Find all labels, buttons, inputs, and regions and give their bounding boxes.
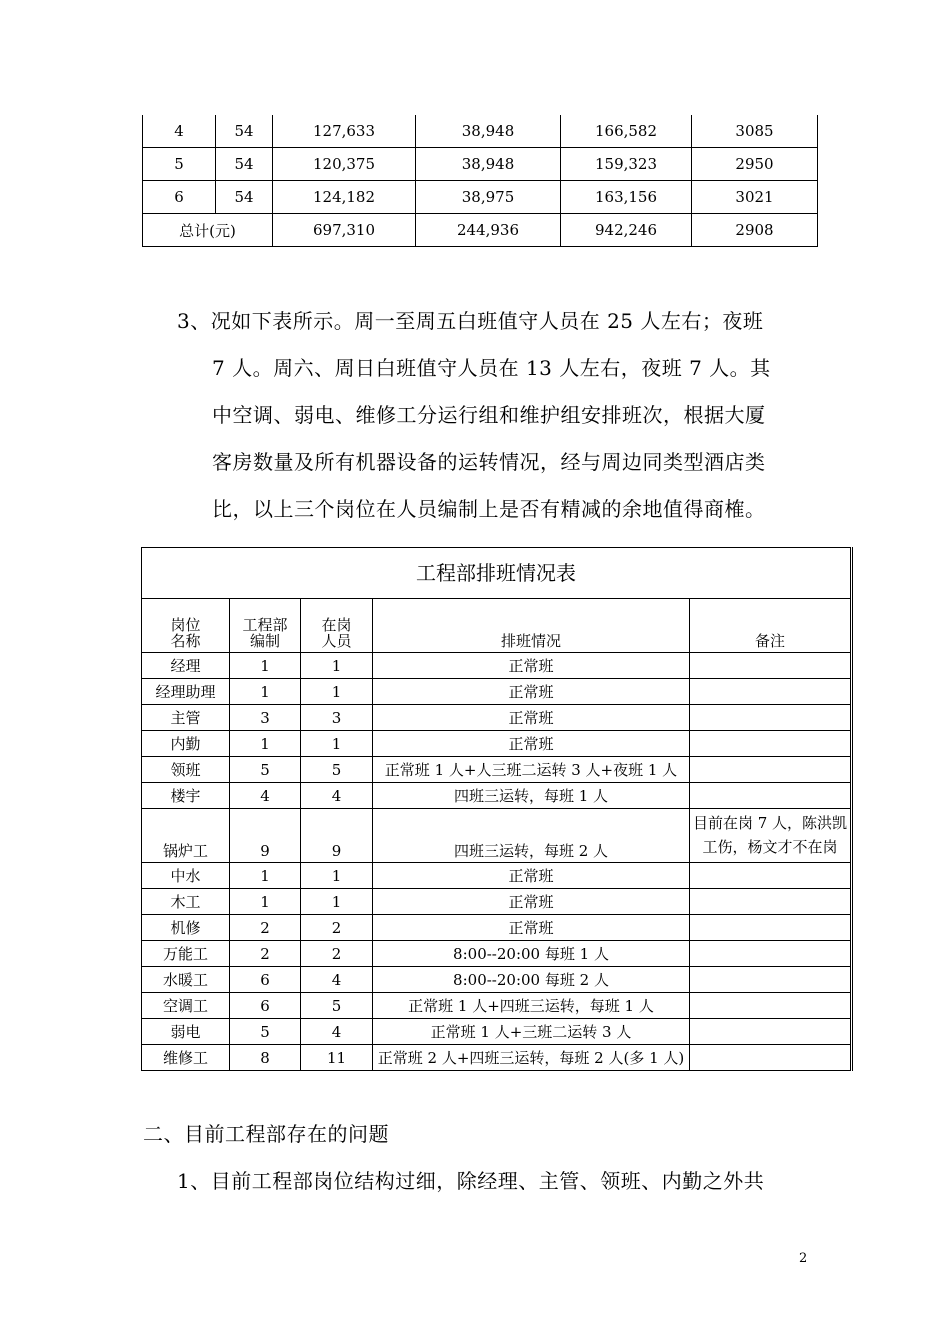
header-note: 备注 <box>690 599 852 653</box>
cell-schedule: 正常班 <box>373 731 690 757</box>
table-cell: 54 <box>216 181 273 214</box>
table-row <box>142 941 852 967</box>
table-cell: 163,156 <box>561 181 692 214</box>
table-cell: 2950 <box>692 148 818 181</box>
cell-schedule: 正常班 <box>373 653 690 679</box>
cell-on-duty: 2 <box>301 941 373 967</box>
table-row <box>142 1045 852 1071</box>
table-cell: 38,948 <box>416 148 561 181</box>
cell-post: 维修工 <box>142 1045 230 1071</box>
cost-summary-table <box>142 115 818 247</box>
paragraph-line: 3、况如下表所示。周一至周五白班值守人员在 25 人左右；夜班 <box>177 309 764 333</box>
cell-post: 楼宇 <box>142 783 230 809</box>
cell-post: 水暖工 <box>142 967 230 993</box>
cell-schedule: 正常班 <box>373 863 690 889</box>
cell-schedule: 正常班 1 人+人三班二运转 3 人+夜班 1 人 <box>373 757 690 783</box>
total-cell: 244,936 <box>416 214 561 247</box>
cell-quota: 9 <box>230 809 301 863</box>
cell-quota: 4 <box>230 783 301 809</box>
table-row <box>142 653 852 679</box>
table-row <box>142 889 852 915</box>
cell-quota: 1 <box>230 731 301 757</box>
cell-note <box>690 1045 852 1071</box>
paragraph-line: 7 人。周六、周日白班值守人员在 13 人左右，夜班 7 人。其 <box>212 356 771 380</box>
cell-on-duty: 2 <box>301 915 373 941</box>
cell-on-duty: 1 <box>301 731 373 757</box>
cell-on-duty: 3 <box>301 705 373 731</box>
cell-note <box>690 653 852 679</box>
header-quota: 工程部 编制 <box>230 599 301 653</box>
table-cell: 166,582 <box>561 115 692 148</box>
cell-on-duty: 4 <box>301 967 373 993</box>
paragraph-line: 比，以上三个岗位在人员编制上是否有精减的余地值得商榷。 <box>212 497 766 521</box>
cell-post: 锅炉工 <box>142 809 230 863</box>
table-cell: 6 <box>143 181 216 214</box>
cell-note <box>690 679 852 705</box>
paragraph-line: 中空调、弱电、维修工分运行组和维护组安排班次，根据大厦 <box>212 403 766 427</box>
cell-post: 中水 <box>142 863 230 889</box>
table-cell: 3085 <box>692 115 818 148</box>
table-cell: 5 <box>143 148 216 181</box>
table-row <box>142 757 852 783</box>
table-row <box>142 731 852 757</box>
table-title: 工程部排班情况表 <box>142 548 852 599</box>
table-cell: 124,182 <box>273 181 416 214</box>
cell-schedule: 正常班 <box>373 915 690 941</box>
cell-on-duty: 4 <box>301 783 373 809</box>
table-row <box>142 967 852 993</box>
cell-quota: 2 <box>230 915 301 941</box>
cell-quota: 1 <box>230 863 301 889</box>
table-cell: 159,323 <box>561 148 692 181</box>
engineering-schedule-table <box>141 547 853 1071</box>
cell-quota: 6 <box>230 993 301 1019</box>
table-row <box>142 809 852 863</box>
cell-post: 经理助理 <box>142 679 230 705</box>
cell-schedule: 四班三运转，每班 1 人 <box>373 783 690 809</box>
cell-quota: 5 <box>230 757 301 783</box>
table-cell: 54 <box>216 148 273 181</box>
cell-post: 经理 <box>142 653 230 679</box>
cell-schedule: 正常班 <box>373 889 690 915</box>
table-row <box>143 148 818 181</box>
cell-schedule: 正常班 1 人+三班二运转 3 人 <box>373 1019 690 1045</box>
cell-note <box>690 731 852 757</box>
table-cell: 54 <box>216 115 273 148</box>
total-cell: 942,246 <box>561 214 692 247</box>
cell-quota: 1 <box>230 653 301 679</box>
cell-on-duty: 1 <box>301 889 373 915</box>
cell-quota: 5 <box>230 1019 301 1045</box>
table-row <box>142 1019 852 1045</box>
table-cell: 120,375 <box>273 148 416 181</box>
cell-post: 空调工 <box>142 993 230 1019</box>
cell-note <box>690 1019 852 1045</box>
cell-note <box>690 757 852 783</box>
cell-quota: 1 <box>230 889 301 915</box>
table-cell: 3021 <box>692 181 818 214</box>
table-cell: 4 <box>143 115 216 148</box>
cell-schedule: 正常班 2 人+四班三运转，每班 2 人(多 1 人) <box>373 1045 690 1071</box>
table-row <box>143 181 818 214</box>
cell-schedule: 四班三运转，每班 2 人 <box>373 809 690 863</box>
table-row <box>142 993 852 1019</box>
cell-note <box>690 783 852 809</box>
cell-schedule: 8:00--20:00 每班 1 人 <box>373 941 690 967</box>
total-label: 总计(元) <box>143 214 273 247</box>
cell-note <box>690 941 852 967</box>
cell-on-duty: 1 <box>301 679 373 705</box>
table-cell: 127,633 <box>273 115 416 148</box>
table-row <box>142 915 852 941</box>
total-cell: 697,310 <box>273 214 416 247</box>
cell-post: 主管 <box>142 705 230 731</box>
cell-quota: 3 <box>230 705 301 731</box>
header-schedule: 排班情况 <box>373 599 690 653</box>
cell-on-duty: 5 <box>301 993 373 1019</box>
cell-note <box>690 993 852 1019</box>
cell-post: 木工 <box>142 889 230 915</box>
table-row <box>142 783 852 809</box>
cell-post: 万能工 <box>142 941 230 967</box>
cell-schedule: 正常班 <box>373 679 690 705</box>
cell-note <box>690 889 852 915</box>
cell-note <box>690 967 852 993</box>
cell-quota: 2 <box>230 941 301 967</box>
cell-post: 内勤 <box>142 731 230 757</box>
table-cell: 38,948 <box>416 115 561 148</box>
paragraph-line: 1、目前工程部岗位结构过细，除经理、主管、领班、内勤之外共 <box>177 1169 765 1193</box>
cell-schedule: 正常班 <box>373 705 690 731</box>
total-row <box>143 214 818 247</box>
page-number: 2 <box>799 1251 808 1266</box>
table-header-row <box>142 599 852 653</box>
cell-on-duty: 9 <box>301 809 373 863</box>
cell-post: 弱电 <box>142 1019 230 1045</box>
table-row <box>142 705 852 731</box>
cell-note: 目前在岗 7 人，陈洪凯工伤，杨文才不在岗 <box>690 809 852 863</box>
header-on-duty: 在岗 人员 <box>301 599 373 653</box>
paragraph-line: 客房数量及所有机器设备的运转情况，经与周边同类型酒店类 <box>212 450 766 474</box>
header-post: 岗位 名称 <box>142 599 230 653</box>
cell-quota: 8 <box>230 1045 301 1071</box>
cell-note <box>690 915 852 941</box>
cell-on-duty: 5 <box>301 757 373 783</box>
table-cell: 38,975 <box>416 181 561 214</box>
cell-on-duty: 11 <box>301 1045 373 1071</box>
total-cell: 2908 <box>692 214 818 247</box>
cell-on-duty: 4 <box>301 1019 373 1045</box>
section-heading: 二、目前工程部存在的问题 <box>143 1122 389 1146</box>
cell-note <box>690 705 852 731</box>
table-row <box>142 679 852 705</box>
cell-post: 领班 <box>142 757 230 783</box>
cell-quota: 6 <box>230 967 301 993</box>
cell-on-duty: 1 <box>301 863 373 889</box>
cell-schedule: 8:00--20:00 每班 2 人 <box>373 967 690 993</box>
table-row <box>143 115 818 148</box>
table-row <box>142 863 852 889</box>
cell-on-duty: 1 <box>301 653 373 679</box>
cell-post: 机修 <box>142 915 230 941</box>
cell-note <box>690 863 852 889</box>
cell-quota: 1 <box>230 679 301 705</box>
cell-schedule: 正常班 1 人+四班三运转，每班 1 人 <box>373 993 690 1019</box>
